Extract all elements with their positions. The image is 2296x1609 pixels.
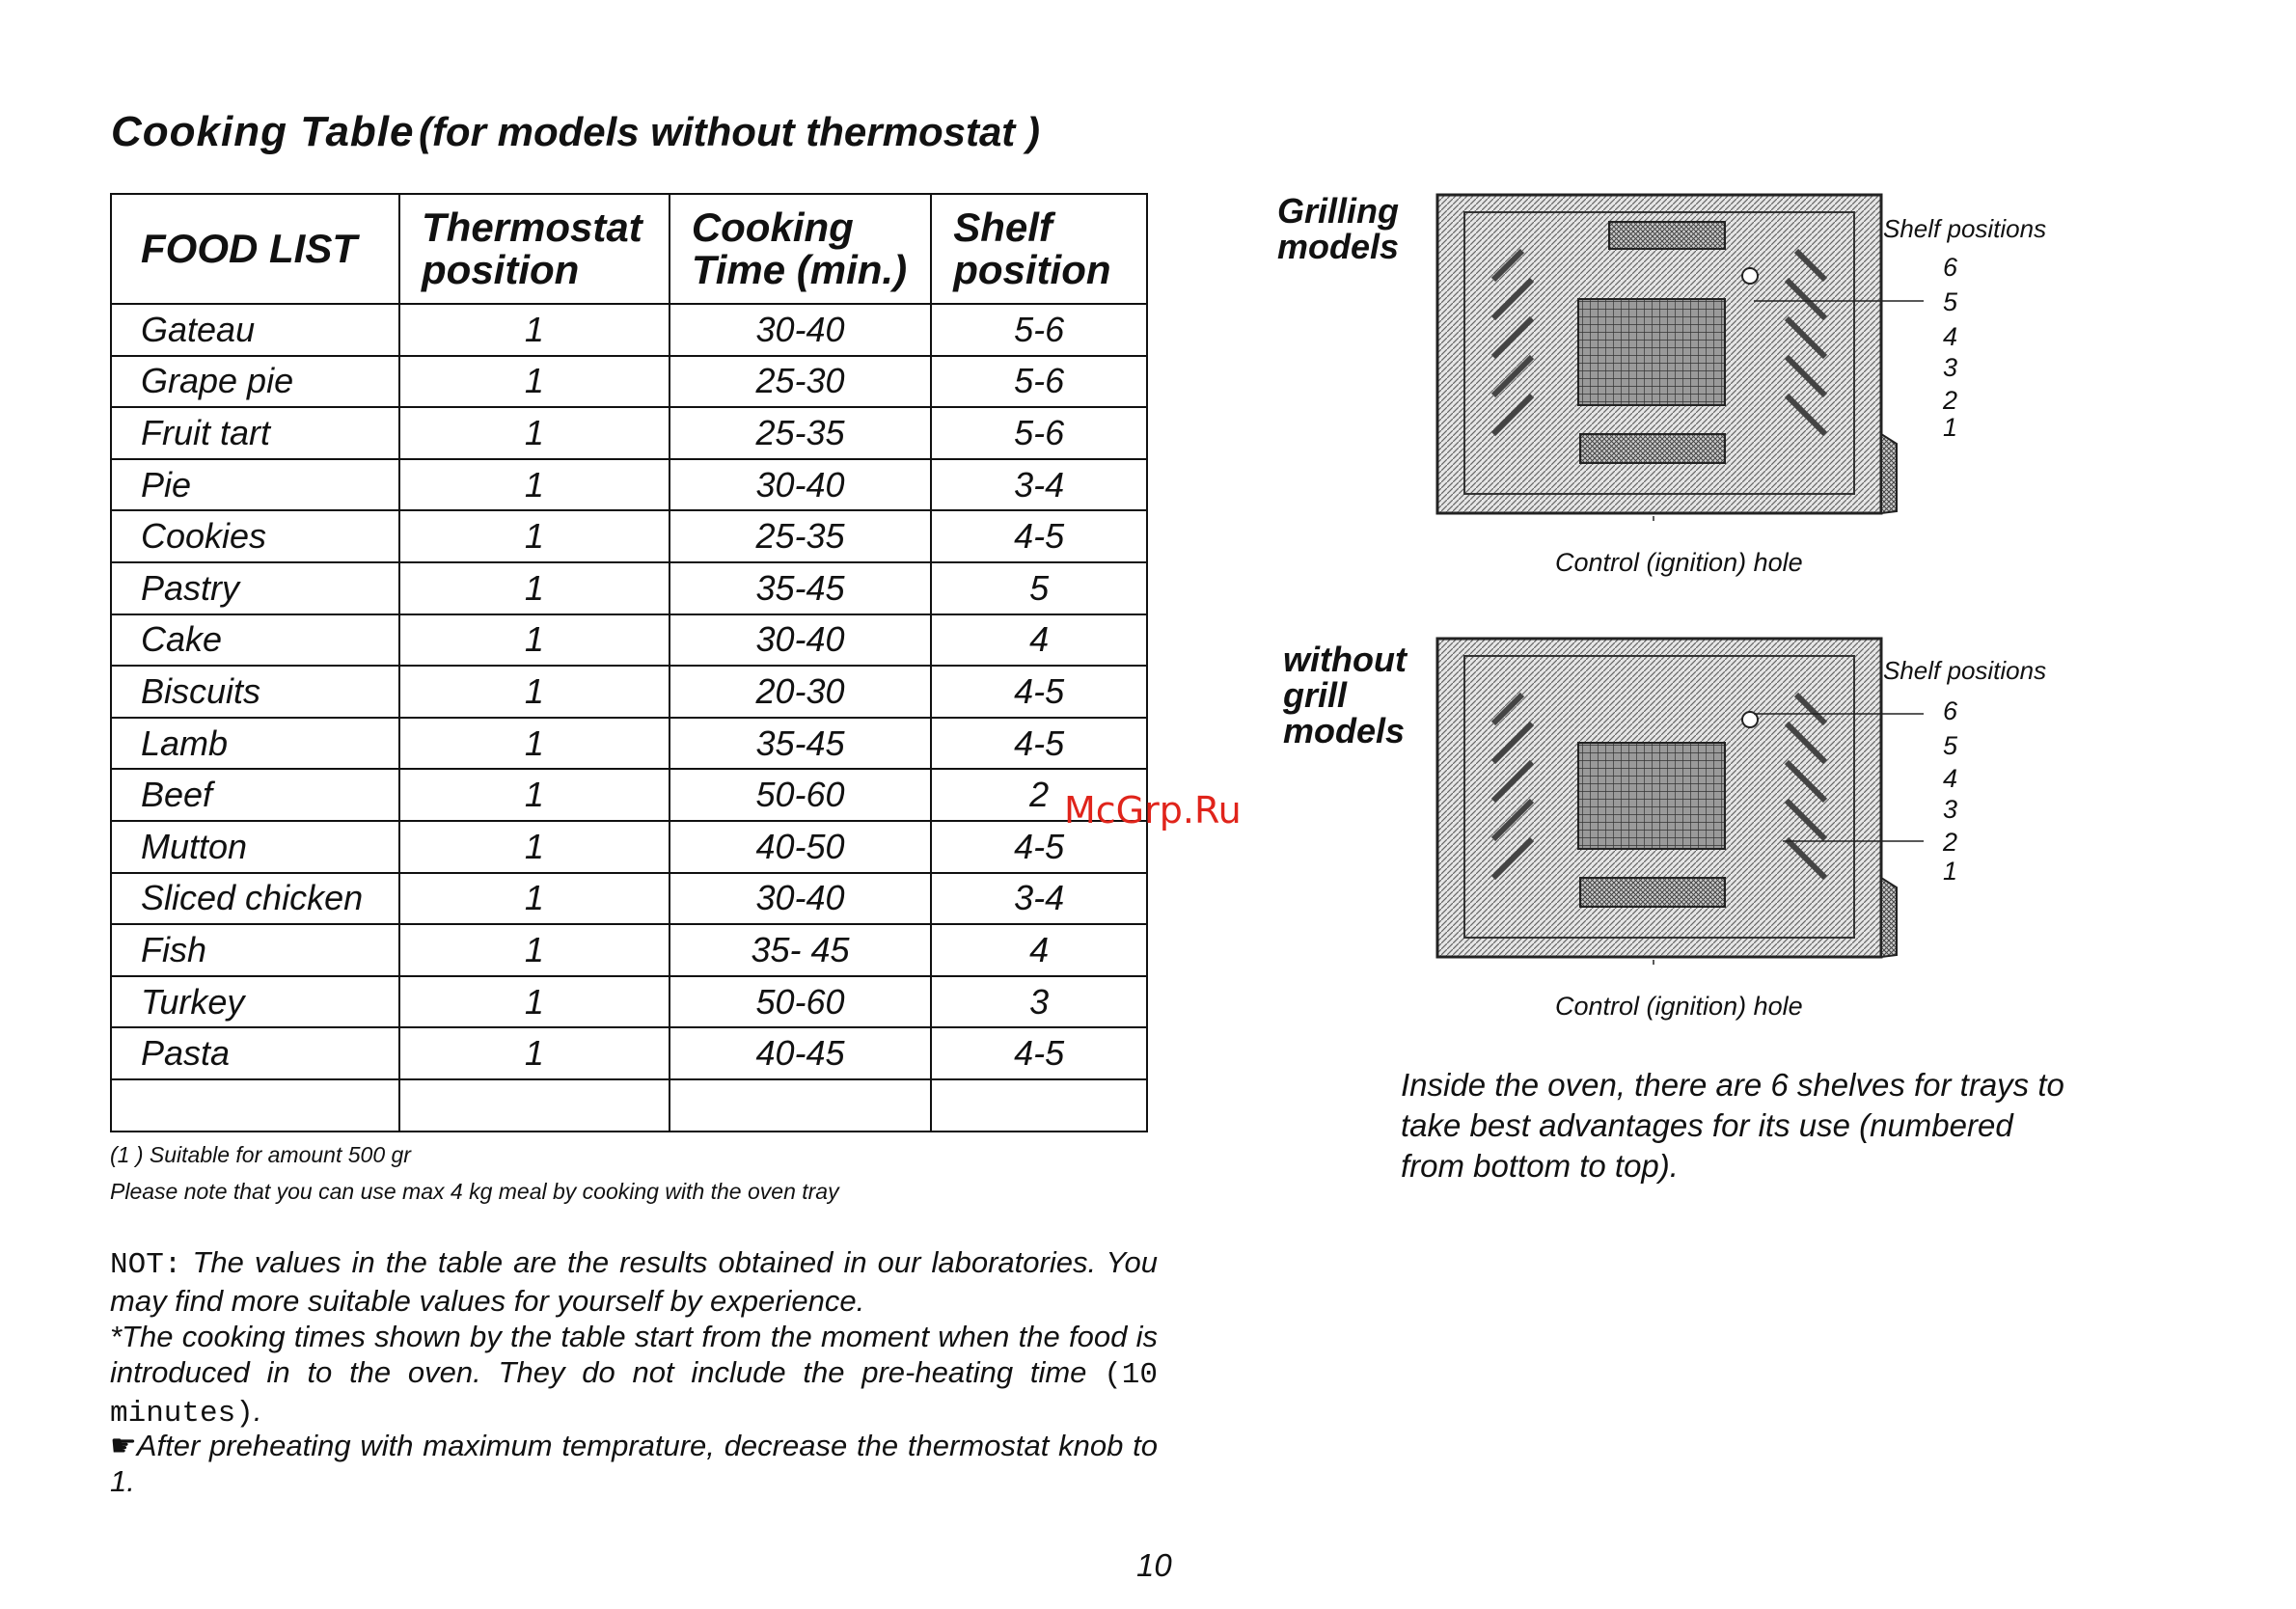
food-name: Cookies (111, 510, 399, 562)
thermostat-value: 1 (399, 510, 670, 562)
watermark: McGrp.Ru (1064, 789, 1242, 832)
food-name: Pie (111, 459, 399, 511)
footnote-amount: (1 ) Suitable for amount 500 gr (110, 1142, 411, 1167)
note-paragraph: NOT: The values in the table are the results obtained in our laboratories. You may find more suitable values for yourself by experience. *The cooking times shown by the table start from the moment when the food is introduced in to the oven. They do not include the pre-heating time (10 minutes). (110, 1245, 1158, 1431)
shelf-value: 5-6 (931, 407, 1147, 459)
table-row (111, 459, 1147, 511)
shelf-value: 4 (931, 924, 1147, 976)
thermostat-value: 1 (399, 718, 670, 770)
table-row (111, 821, 1147, 873)
grilling-oven-diagram (1435, 193, 1929, 521)
cooking-time-value: 30-40 (670, 614, 931, 667)
food-name: Turkey (111, 976, 399, 1028)
thermostat-value: 1 (399, 924, 670, 976)
pointing-hand-icon: ☛ (110, 1429, 137, 1462)
shelf-value: 3-4 (931, 873, 1147, 925)
shelf-value: 5-6 (931, 356, 1147, 408)
thermostat-value: 1 (399, 407, 670, 459)
cooking-time-value: 35-45 (670, 718, 931, 770)
page-number: 10 (1136, 1547, 1172, 1583)
shelf-number: 2 (1943, 386, 1958, 415)
table-row (111, 356, 1147, 408)
shelf-positions-title: Shelf positions (1883, 656, 2047, 685)
food-name: Grape pie (111, 356, 399, 408)
thermostat-value: 1 (399, 873, 670, 925)
control-hole-label: Control (ignition) hole (1555, 992, 1803, 1021)
cooking-time-value: 40-50 (670, 821, 931, 873)
shelf-number: 4 (1943, 764, 1958, 793)
thermostat-value: 1 (399, 1027, 670, 1079)
shelf-value: 4-5 (931, 821, 1147, 873)
shelf-number: 5 (1943, 287, 1958, 316)
shelf-number: 6 (1943, 253, 1958, 282)
shelf-value: 2 (931, 769, 1147, 821)
shelf-value: 3-4 (931, 459, 1147, 511)
shelf-number: 5 (1943, 731, 1958, 760)
shelf-number: 1 (1943, 857, 1958, 886)
after-preheat-note (110, 1428, 1158, 1499)
title-sub: (for models without thermostat ) (418, 109, 1040, 154)
not-text: The values in the table are the results obtained in our laboratories. You may find more suitable values for yourself by experience. (110, 1245, 1158, 1318)
thermostat-value: 1 (399, 459, 670, 511)
cooking-time-value: 30-40 (670, 304, 931, 356)
header-shelf: Shelf position (931, 194, 1147, 304)
oven-door-hinge (1881, 878, 1897, 957)
thermostat-value: 1 (399, 562, 670, 614)
not-label: NOT: (110, 1248, 182, 1282)
food-name: Fish (111, 924, 399, 976)
oven-lamp (1742, 268, 1758, 284)
table-row (111, 304, 1147, 356)
food-name: Mutton (111, 821, 399, 873)
table-row (111, 510, 1147, 562)
table-row (111, 1027, 1147, 1079)
preheat-time: (10 minutes) (110, 1358, 1158, 1431)
shelf-number: 3 (1943, 353, 1958, 382)
shelf-value: 4-5 (931, 510, 1147, 562)
header-cooking-time: Cooking Time (min.) (670, 194, 931, 304)
header-thermostat: Thermostat position (399, 194, 670, 304)
table-row (111, 666, 1147, 718)
times-text: *The cooking times shown by the table start from the moment when the food is introduced in to the oven. They do not include the pre-heating time (110, 1320, 1158, 1389)
food-name: Gateau (111, 304, 399, 356)
food-name: Pastry (111, 562, 399, 614)
grilling-models-label: Grilling models (1277, 191, 1400, 266)
cooking-time-value: 30-40 (670, 459, 931, 511)
oven-rear-grille (1578, 299, 1725, 405)
cooking-time-value: 40-45 (670, 1027, 931, 1079)
thermostat-value: 1 (399, 821, 670, 873)
shelf-number: 6 (1943, 696, 1958, 725)
table-row (111, 407, 1147, 459)
thermostat-value: 1 (399, 304, 670, 356)
table-row-empty (111, 1079, 1147, 1132)
thermostat-value: 1 (399, 769, 670, 821)
thermostat-value: 1 (399, 614, 670, 667)
food-name: Fruit tart (111, 407, 399, 459)
table-row (111, 924, 1147, 976)
table-row (111, 976, 1147, 1028)
cooking-time-value: 50-60 (670, 976, 931, 1028)
shelf-positions-title: Shelf positions (1883, 214, 2047, 243)
page-title (111, 108, 1040, 156)
without-grill-oven-diagram (1435, 637, 1929, 965)
cooking-table (110, 193, 1148, 1132)
burner (1580, 434, 1725, 463)
footnote-max-meal: Please note that you can use max 4 kg meal by cooking with the oven tray (110, 1179, 839, 1204)
cooking-time-value: 30-40 (670, 873, 931, 925)
table-row (111, 614, 1147, 667)
cooking-time-value: 25-35 (670, 407, 931, 459)
shelf-number: 1 (1943, 413, 1958, 442)
shelf-value: 4 (931, 614, 1147, 667)
food-name: Pasta (111, 1027, 399, 1079)
grill-element (1609, 222, 1725, 249)
cooking-time-value: 50-60 (670, 769, 931, 821)
table-header-row (111, 194, 1147, 304)
shelf-value: 5-6 (931, 304, 1147, 356)
food-name: Lamb (111, 718, 399, 770)
header-food-list: FOOD LIST (111, 194, 399, 304)
shelves-info-text: Inside the oven, there are 6 shelves for trays to take best advantages for its use (numbered from bottom to top). (1401, 1067, 2064, 1184)
title-main: Cooking Table (111, 108, 415, 155)
shelf-value: 4-5 (931, 666, 1147, 718)
table-row (111, 873, 1147, 925)
table-row (111, 718, 1147, 770)
table-row (111, 562, 1147, 614)
oven-rear-grille (1578, 743, 1725, 849)
cooking-time-value: 35- 45 (670, 924, 931, 976)
shelf-number: 3 (1943, 795, 1958, 824)
thermostat-value: 1 (399, 666, 670, 718)
table-row (111, 769, 1147, 821)
food-name: Cake (111, 614, 399, 667)
shelf-number: 2 (1943, 828, 1958, 857)
control-hole-label: Control (ignition) hole (1555, 548, 1803, 577)
burner (1580, 878, 1725, 907)
thermostat-value: 1 (399, 976, 670, 1028)
cooking-time-value: 20-30 (670, 666, 931, 718)
shelf-number: 4 (1943, 322, 1958, 351)
without-grill-models-label: without grill models (1283, 640, 1407, 750)
food-name: Sliced chicken (111, 873, 399, 925)
oven-door-hinge (1881, 434, 1897, 513)
shelf-value: 4-5 (931, 1027, 1147, 1079)
cooking-time-value: 35-45 (670, 562, 931, 614)
cooking-time-value: 25-35 (670, 510, 931, 562)
after-preheat-text: After preheating with maximum temprature, decrease the thermostat knob to 1. (110, 1429, 1158, 1498)
shelf-value: 3 (931, 976, 1147, 1028)
food-name: Beef (111, 769, 399, 821)
cooking-time-value: 25-30 (670, 356, 931, 408)
thermostat-value: 1 (399, 356, 670, 408)
shelf-value: 4-5 (931, 718, 1147, 770)
shelf-value: 5 (931, 562, 1147, 614)
food-name: Biscuits (111, 666, 399, 718)
